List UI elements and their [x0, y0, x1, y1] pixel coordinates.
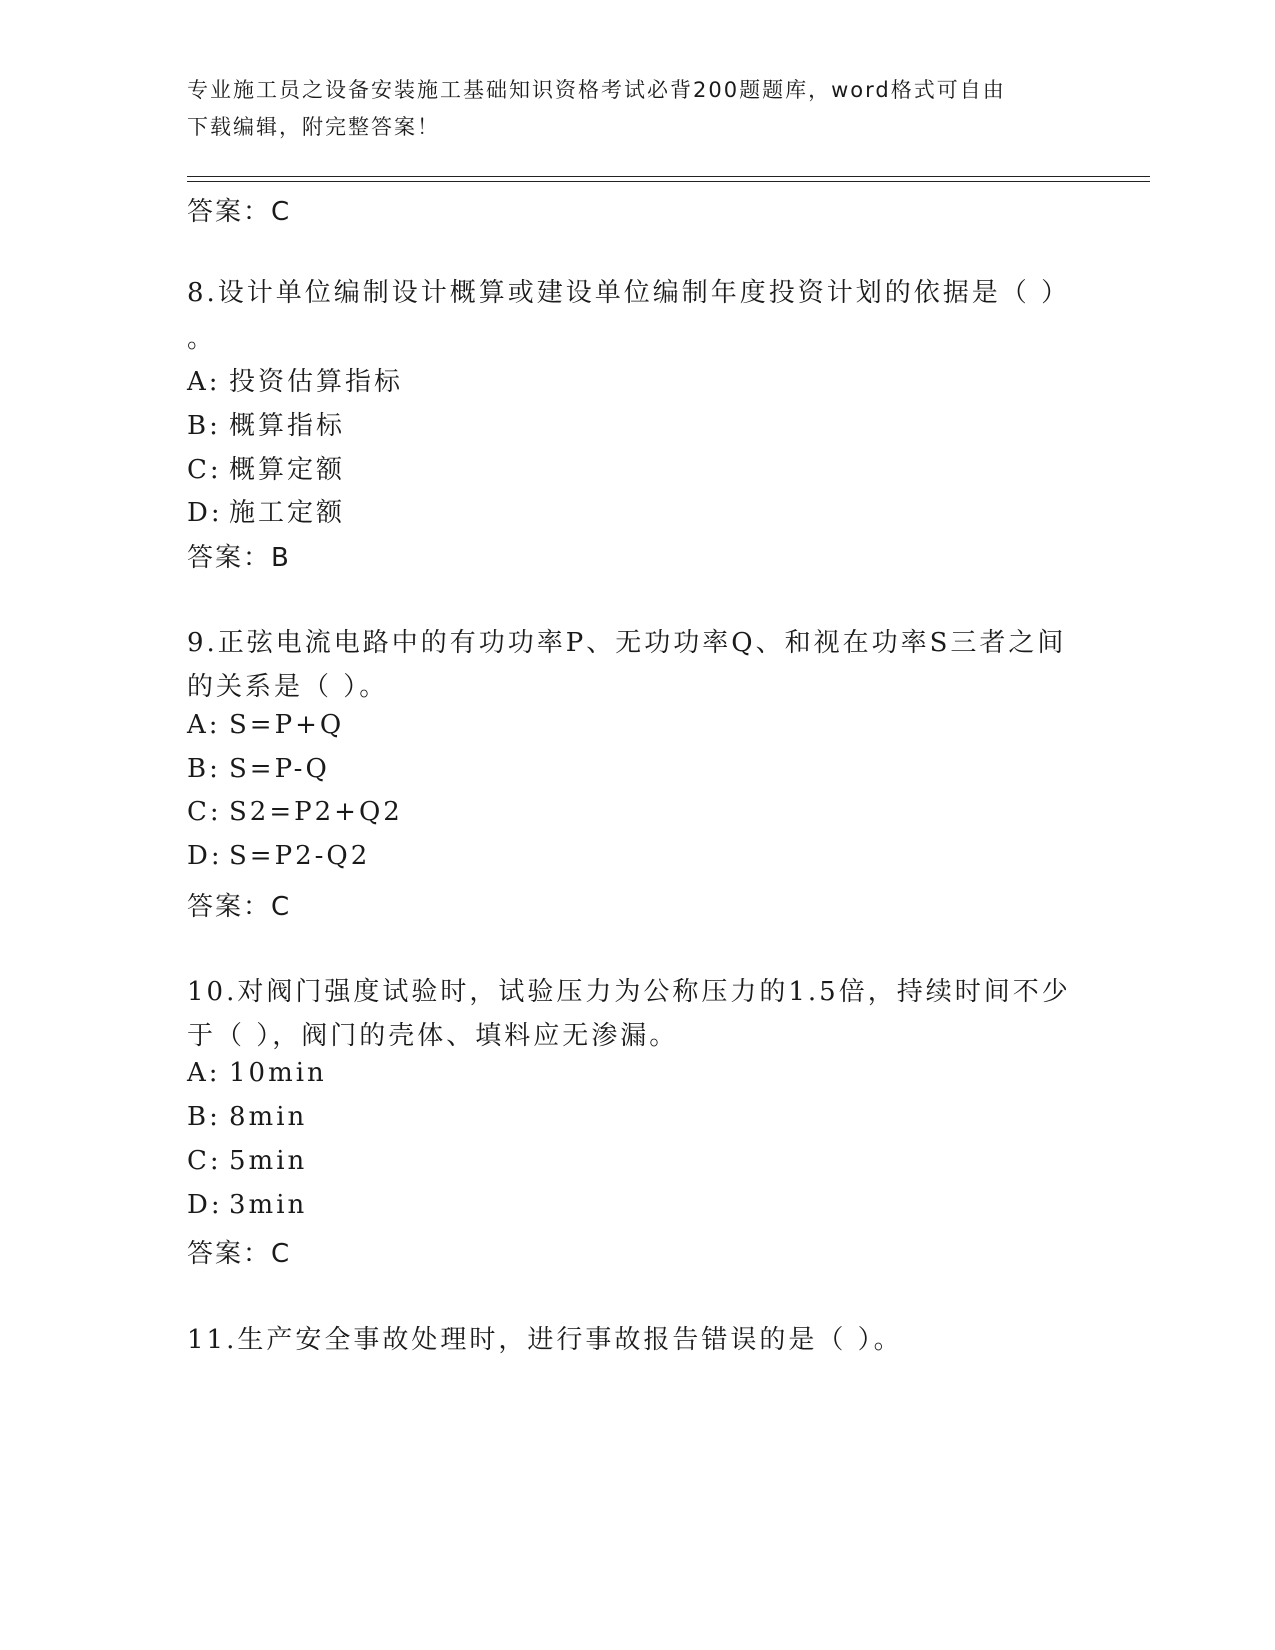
q10-option-a	[187, 1058, 327, 1088]
q8-text-line-2: 。	[187, 324, 217, 354]
option-label: B:	[187, 1102, 221, 1132]
option-text: S=P+Q	[229, 710, 345, 740]
q10-option-d	[187, 1190, 307, 1220]
option-label: D:	[187, 841, 223, 871]
option-text: 施工定额	[229, 498, 346, 528]
option-label: C:	[187, 1146, 222, 1176]
option-label: C:	[187, 797, 222, 827]
option-label: A:	[187, 710, 221, 740]
header-title-line-1: 专业施工员之设备安装施工基础知识资格考试必背200题题库，word格式可自由	[187, 78, 1006, 102]
q8-option-a	[187, 361, 403, 398]
q9-option-c	[187, 797, 403, 827]
option-label: A:	[187, 367, 221, 397]
q8-answer: 答案：B	[187, 543, 291, 573]
q9-answer: 答案：C	[187, 892, 292, 922]
q8-option-d	[187, 492, 345, 529]
q9-text-line-1: 9.正弦电流电路中的有功功率P、无功功率Q、和视在功率S三者之间	[187, 628, 1067, 658]
document-header	[187, 72, 1067, 146]
q8-option-c	[187, 449, 345, 486]
q9-option-d	[187, 841, 370, 871]
option-text: S=P2-Q2	[229, 841, 371, 871]
option-text: 5min	[229, 1146, 308, 1176]
q8-text-line-1: 8.设计单位编制设计概算或建设单位编制年度投资计划的依据是（ ）	[187, 278, 1071, 308]
header-title-line-2: 下载编辑，附完整答案！	[187, 115, 440, 139]
option-text: 概算指标	[229, 411, 346, 441]
q10-option-c	[187, 1146, 307, 1176]
option-label: D:	[187, 498, 223, 528]
previous-answer: 答案：C	[187, 197, 292, 227]
option-label: B:	[187, 754, 221, 784]
option-label: B:	[187, 411, 221, 441]
option-text: 10min	[229, 1058, 327, 1088]
header-divider-bottom	[187, 181, 1150, 182]
option-text: S2=P2+Q2	[229, 797, 403, 827]
option-text: 投资估算指标	[229, 367, 404, 397]
q10-answer: 答案：C	[187, 1239, 292, 1269]
q8-option-b	[187, 405, 345, 442]
header-divider-top	[187, 176, 1150, 177]
q9-text-line-2: 的关系是（ ）。	[187, 672, 389, 702]
option-text: 8min	[229, 1102, 308, 1132]
q11-text-line-1: 11.生产安全事故处理时，进行事故报告错误的是（ ）。	[187, 1325, 903, 1355]
q9-option-a	[187, 710, 344, 740]
option-label: C:	[187, 455, 222, 485]
option-text: 3min	[229, 1190, 308, 1220]
q9-option-b	[187, 754, 330, 784]
option-text: 概算定额	[229, 455, 346, 485]
option-label: D:	[187, 1190, 223, 1220]
option-label: A:	[187, 1058, 221, 1088]
option-text: S=P-Q	[229, 754, 330, 784]
q10-text-line-1: 10.对阀门强度试验时，试验压力为公称压力的1.5倍，持续时间不少	[187, 977, 1071, 1007]
q10-text-line-2: 于（ ），阀门的壳体、填料应无渗漏。	[187, 1021, 679, 1051]
q10-option-b	[187, 1102, 307, 1132]
